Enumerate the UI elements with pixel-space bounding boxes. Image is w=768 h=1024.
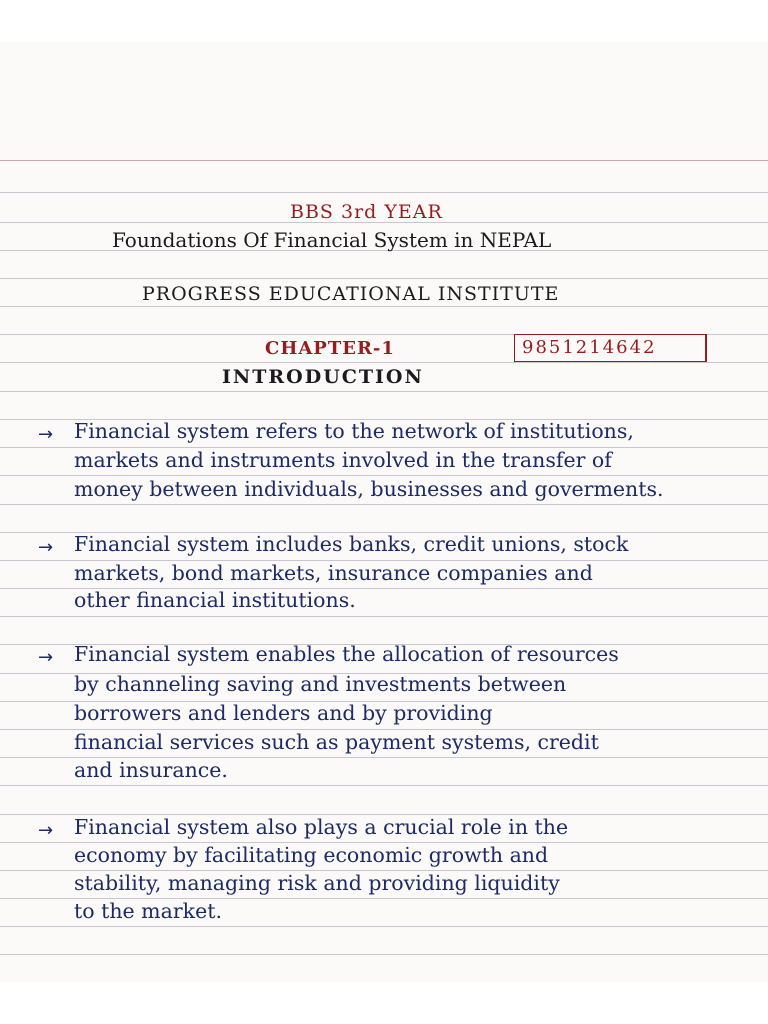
point-4-line-3: stability, managing risk and providing liquidity: [74, 871, 560, 895]
bullet-arrow-icon: →: [38, 424, 54, 445]
point-3-line-1: Financial system enables the allocation of resources: [74, 642, 619, 666]
point-3-line-3: borrowers and lenders and by providing: [74, 701, 493, 725]
ruled-line: [0, 954, 768, 955]
notebook-page: [0, 42, 768, 982]
point-4-line-4: to the market.: [74, 899, 222, 923]
topic-heading: INTRODUCTION: [222, 366, 424, 388]
margin-line: [0, 160, 768, 161]
bullet-arrow-icon: →: [38, 820, 54, 841]
point-2-line-1: Financial system includes banks, credit unions, stock: [74, 532, 629, 556]
ruled-line: [0, 616, 768, 617]
phone-number: 9851214642: [522, 337, 657, 358]
bullet-arrow-icon: →: [38, 647, 54, 668]
ruled-line: [0, 504, 768, 505]
ruled-line: [0, 391, 768, 392]
ruled-line: [0, 785, 768, 786]
point-3-line-2: by channeling saving and investments between: [74, 672, 567, 696]
point-3-line-5: and insurance.: [74, 758, 228, 782]
ruled-line: [0, 306, 768, 307]
subject-title: Foundations Of Financial System in NEPAL: [112, 228, 552, 252]
ruled-line: [0, 362, 768, 363]
point-1-line-2: markets and instruments involved in the transfer of: [74, 448, 612, 472]
ruled-line: [0, 192, 768, 193]
institute-name: PROGRESS EDUCATIONAL INSTITUTE: [142, 283, 560, 305]
chapter-label: CHAPTER-1: [265, 338, 395, 359]
point-1-line-1: Financial system refers to the network of institutions,: [74, 419, 634, 443]
point-2-line-2: markets, bond markets, insurance companies and: [74, 561, 593, 585]
point-2-line-3: other financial institutions.: [74, 588, 356, 612]
ruled-line: [0, 926, 768, 927]
point-4-line-2: economy by facilitating economic growth and: [74, 843, 549, 867]
ruled-line: [0, 278, 768, 279]
point-4-line-1: Financial system also plays a crucial role in the: [74, 815, 569, 839]
bullet-arrow-icon: →: [38, 537, 54, 558]
course-title: BBS 3rd YEAR: [290, 201, 443, 223]
point-3-line-4: financial services such as payment systems, credit: [74, 730, 599, 754]
ruled-line: [0, 475, 768, 476]
point-1-line-3: money between individuals, businesses and goverments.: [74, 477, 664, 501]
